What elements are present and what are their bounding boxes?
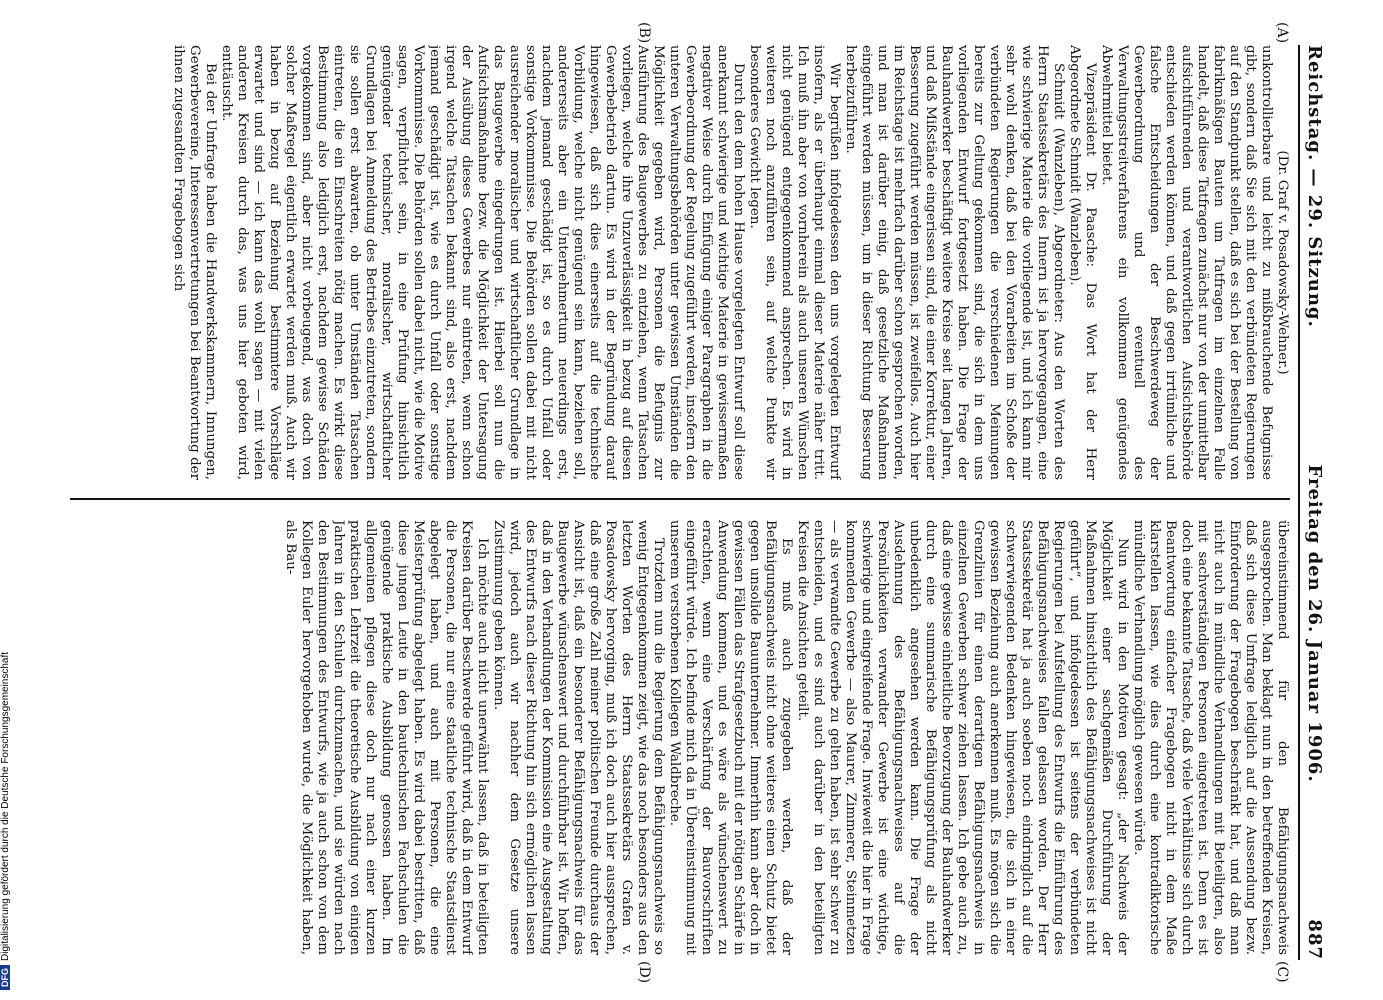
paragraph: Bei der Umfrage haben die Handwerkskammern, Innungen, Gewerbevereine, Interessenvertretungen bei Beantwortung der ihnen zugesandten Fragebogen sich xyxy=(170,45,218,480)
margin-marker-d: (D) xyxy=(635,961,652,984)
paragraph: Durch den dem hohen Hause vorgelegten Entwurf soll diese anerkannt schwierige und wichtige Materie in gewissermaßen negativer Weise durch Einfügung einiger Paragraphen in die Gewerbeordnung der Regelung zugeführt werden, insofern den unteren Verwaltungsbehörden unter gewissen Umständen die Möglichkeit gegeben wird, Personen die Befugnis zur Ausführung des Baugewerbes zu entziehen, wenn Tatsachen vorliegen, welche ihre Unzuverlässigkeit in bezug auf diesen Gewerbebetrieb dartun. Es wird in der Begründung darauf hingewiesen, daß sich dies einerseits auf die technische Vorbildung, welche nicht genügend sein kann, beziehen soll, andererseits aber ein Unternehmertum neuerdings erst, nachdem jemand geschädigt ist, so es durch Unfall oder sonstige Vorkommnisse. Die Behörden sollen dabei mit nicht ausreichender moralischer und wirtschaftlicher Grundlage in das Baugewerbe eingedrungen ist. Hierbei soll nun die Aufsichtsmaßnahme bezw. die Möglichkeit der Untersagung der Ausübung dieses Gewerbes nur eintreten, wenn schon irgend welche Tatsachen bekannt sind, also erst, nachdem jemand geschädigt ist, wie es durch Unfall oder sonstige Vorkommnisse. Die Behörden sollen dabei nicht, wie die Motive sagen, verpflichtet sein, in eine Prüfung hinsichtlich genügender technischer, moralischer, wirtschaftlicher Grundlagen bei Anmeldung des Betriebes einzutreten, sondern sie sollen erst abwarten, ob unter Umständen Tatsachen eintreten, die ein Einschreiten nötig machen. Es wirkt diese Bestimmung also lediglich erst, nachdem gewisse Schäden vorgekommen sind, aber nicht vorbeugend, was doch von solcher Maßregel eigentlich erwartet werden muß. Auch wir haben in bezug auf Beziehung bestimmtere Vorschläge erwartet und sind — ich kann das wohl sagen — mit vielen anderen Kreisen durch das, was uns hier geboten wird, enttäuscht. xyxy=(218,45,746,480)
paragraph-vice-president: Vizepräsident Dr. Paasche: Das Wort hat der Herr Abgeordnete Schmidt (Wanzleben). xyxy=(1066,45,1098,480)
column-divider xyxy=(70,498,1290,500)
paragraph-speaker-schmidt: Schmidt (Wanzleben), Abgeordneter: Aus den Worten des Herrn Staatssekretärs des Innern ist ja hervorgegangen, eine wie schwierige Materie die vorliegende ist, und ich kann mir sehr wohl denken, daß bei den Vorarbeiten im Schoße der verbündeten Regierungen die verschiedenen Meinungen bereits zur Geltung gekommen sind, die sich in dem uns vorliegenden Entwurf fortgesetzt haben. Die Frage der Bauhandwerker beschäftigt weitere Kreise seit langen Jahren, und daß Mißstände eingerissen sind, die einer Korrektur, einer Besserung zugeführt werden müssen, ist zweifellos. Auch hier im Reichstage ist mehrfach darüber schon gesprochen worden, und man ist darüber einig, daß gesetzliche Maßnahmen eingeführt werden müssen, um in dieser Richtung Besserung herbeizuführen. xyxy=(842,45,1066,480)
scanned-page xyxy=(42,20,1342,984)
digitization-credit-text: Digitalisierung gefördert durch die Deutsche Forschungsgemeinschaft xyxy=(0,651,11,961)
paragraph: Wir begrüßen infolgedessen den uns vorgelegten Entwurf insofern, als er überhaupt einmal dieser Materie näher tritt. Ich muß ihn aber von vornherein als auch unseren Wünschen nicht genügend entgegenkommend ansprechen. Es wird in weiteren noch anzuführen sein, auf welche Punkte wir besonderes Gewicht legen. xyxy=(746,45,842,480)
digitization-credit-strip xyxy=(0,0,14,1000)
paragraph: Nun wird in den Motiven gesagt: „der Nachweis der Möglichkeit einer sachgemäßen Durchführung der Maßnahmen hinsichtlich des Befähigungsnachweises ist nicht geführt“, und infolgedessen ist seitens der verbündeten Regierungen bei Aufstellung des Entwurfs die Einführung des Befähigungsnachweises fallen gelassen worden. Der Herr Staatssekretär hat ja auch soeben noch eindringlich auf die schwerwiegenden Bedenken hingewiesen, die sich in einer gewissen Beziehung auch anerkennen muß. Es mögen sich die Grenzlinien für einen derartigen Befähigungsnachweis in einzelnen Gewerben schwer ziehen lassen. Ich gebe auch zu, daß eine gewisse einheitliche Bevorzugung der Bauhandwerker durch eine summarische Befähigungsprüfung als nicht unbedenklich angesehen werden kann. Die Frage der Ausdehnung des Befähigungsnachweises auf die Persönlichkeiten verwandter Gewerbe ist eine wichtige, schwierige und eingreifende Frage. Inwieweit die hier in Frage kommenden Gewerbe — also Maurer, Zimmerer, Steinmetzen — als verwandte Gewerbe zu gelten haben, ist sehr schwer zu entscheiden, und es sind auch darüber in den beteiligten Kreisen die Ansichten geteilt. xyxy=(794,520,1130,955)
paragraph: unkontrollierbare und leicht zu mißbrauchende Befugnisse gibt, sondern daß Sie sich mit den verbündeten Regierungen auf den Standpunkt stellen, daß es sich bei der Bestellung von fabrikmäßigen Bauten um Tatfragen im einzelnen Falle handelt, daß diese Tatfragen zunächst nur von der unmittelbar aufsichtführenden und verantwortlichen Aufsichtsbehörde entschieden werden können, und daß gegen irrtümliche und falsche Entscheidungen der Beschwerdeweg der Gewerbeordnung und eventuell des Verwaltungsstreitverfahrens ein vollkommen genügendes Abwehrmittel bietet. xyxy=(1098,45,1274,480)
paragraph: Trotzdem nun die Regierung dem Befähigungsnachweis so wenig Entgegenkommen zeigt, wie das noch besonders aus den letzten Worten des Herrn Staatssekretärs Grafen v. Posadowsky hervorging, muß ich doch auch hier aussprechen, daß eine große Zahl meiner politischen Freunde durchaus der Ansicht ist, daß ein besonderer Befähigungsnachweis für das Baugewerbe wünschenswert und durchführbar ist. Wir hoffen, daß in den Verhandlungen der Kommission eine Ausgestaltung des Entwurfs nach dieser Richtung hin sich ermöglichen lassen wird, jedoch auch wir nachher dem Gesetze unsere Zustimmung geben können. xyxy=(490,520,666,955)
paragraph: Es muß auch zugegeben werden, daß der Befähigungsnachweis nicht ohne weiteres einen Schutz bietet gegen unsolide Bauunternehmer. Immerhin kann aber doch in gewissen Fällen das Strafgesetzbuch mit der nötigen Schärfe in Anwendung kommen, und es wäre als wünschenswert zu erachten, wenn eine Verschärfung der Bauvorschriften eingeführt würde. Ich befinde mich da in Übereinstimmung mit unserem verstorbenen Kollegen Waldbreche. xyxy=(666,520,794,955)
text-column-right xyxy=(70,520,1290,955)
paragraph: Ich möchte auch nicht unerwähnt lassen, daß in beteiligten Kreisen darüber Beschwerde geführt wird, daß in dem Entwurf die Personen, die nur eine staatliche technische Staatsdienst abgelegt haben, und auch mit Personen, die eine Meisterprüfung abgelegt haben. Es wird dabei bestritten, daß diese jungen Leute in den bautechnischen Fachschulen die genügende praktische Ausbildung genossen haben. Im allgemeinen pflegen diese doch nur nach einer kurzen praktischen Lehrzeit die theoretische Ausbildung von einigen Jahren in den Schulen durchzumachen, und sie würden nach den Bestimmungen des Entwurfs, wie ja auch schon von dem Kollegen Euler hervorgehoben wurde, die Möglichkeit haben, als Bau- xyxy=(282,520,490,955)
margin-marker-a: (A) xyxy=(1273,22,1290,44)
paragraph: übereinstimmend für den Befähigungsnachweis ausgesprochen. Man beklagt nun in den betreffenden Kreisen, daß sich diese Umfrage lediglich auf die Aussendung bezw. Einforderung der Fragebogen beschränkt hat, und daß man nicht auch in mündliche Verhandlungen mit Beteiligten, also mit sachverständigen Personen eingetreten ist. Denn es ist doch eine bekannte Tatsache, daß viele Verhältnisse sich durch Beantwortung einfacher Fragebogen nicht in dem Maße klarstellen lassen, wie dies durch eine kontradiktorische mündliche Verhandlung möglich gewesen würde. xyxy=(1130,520,1290,955)
header-date: Freitag den 26. Januar 1906. xyxy=(1304,464,1325,783)
digitization-credit xyxy=(0,590,11,990)
dfg-logo: DFG xyxy=(0,965,10,990)
margin-marker-b: (B) xyxy=(635,22,652,44)
text-column-left xyxy=(70,45,1290,480)
speaker-reference: (Dr. Graf v. Posadowsky-Wehner.) xyxy=(1274,150,1290,375)
margin-marker-c: (C) xyxy=(1273,961,1290,983)
page-number: 887 xyxy=(1304,919,1325,960)
page-header xyxy=(1298,45,1330,960)
header-session: Reichstag. — 29. Sitzung. xyxy=(1304,45,1325,328)
